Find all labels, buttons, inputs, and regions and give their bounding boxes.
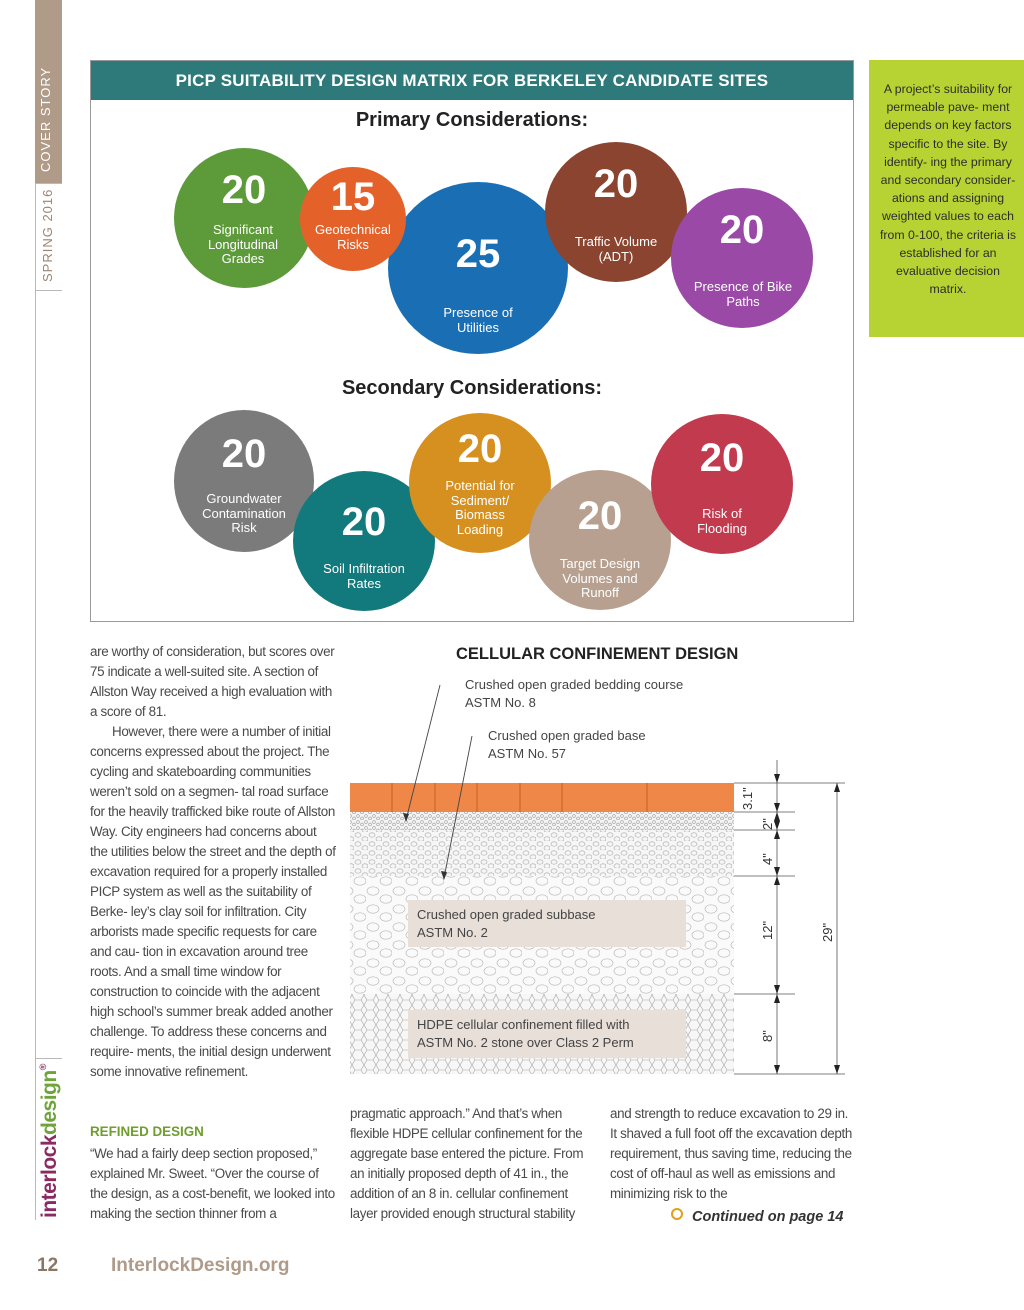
spine-divider — [35, 183, 62, 184]
section-label: COVER STORY — [38, 66, 53, 172]
circle-label: Geotechnical Risks — [315, 222, 391, 252]
website-link[interactable]: InterlockDesign.org — [111, 1255, 290, 1276]
dim-label: 2" — [760, 818, 775, 830]
issue-label: SPRING 2016 — [40, 188, 55, 282]
circle-traffic — [545, 142, 687, 282]
circle-label: Presence of Bike Paths — [693, 279, 793, 309]
dim-label: 8" — [760, 1030, 775, 1042]
circle-grades — [174, 148, 314, 288]
sidebar-text: A project’s suitability for permeable pave- ment depends on key factors specific to the site. By identify- ing the primary and secondary consider- ations and assigning weighted values to each from 0-100, the criteria is established for an evaluative decision matrix. — [880, 82, 1016, 297]
circle-value: 15 — [330, 175, 376, 219]
circle-value: 25 — [455, 232, 501, 276]
circle-value: 20 — [593, 162, 639, 206]
circle-value: 20 — [221, 168, 267, 212]
circle-bike-paths — [671, 188, 813, 328]
circle-geotechnical — [300, 167, 406, 271]
diagram-title: CELLULAR CONFINEMENT DESIGN — [456, 645, 739, 663]
circle-value: 20 — [719, 208, 765, 252]
callout-line: ASTM No. 57 — [488, 746, 567, 761]
subheading: REFINED DESIGN — [90, 1124, 204, 1139]
label-cellular — [408, 1010, 686, 1058]
circle-label: Presence of Utilities — [443, 305, 513, 335]
label-line: Crushed open graded subbase — [417, 907, 596, 922]
circle-label: Traffic Volume (ADT) — [574, 234, 658, 264]
circle-label: Target Design Volumes and Runoff — [559, 556, 641, 600]
callout-line: Crushed open graded base — [488, 728, 646, 743]
page-number: 12 — [37, 1255, 59, 1276]
brand-part-a: interlock — [38, 1134, 61, 1218]
bullet-icon — [671, 1208, 683, 1220]
circle-value: 20 — [577, 494, 623, 538]
brand-part-b: design — [38, 1070, 61, 1135]
article-column-1 — [90, 642, 336, 1082]
label-subbase — [408, 900, 686, 947]
dim-label: 29" — [820, 922, 835, 942]
article-column-1b — [90, 1144, 336, 1224]
continued-link[interactable] — [671, 1208, 843, 1225]
circle-label: Significant Longitudinal Grades — [207, 222, 279, 266]
paragraph: However, there were a number of initial concerns expressed about the project. The cycling and skateboarding communities weren’t sold on a segmen- tal road surface for the heavily trafficked bike route of Allston Way. City engineers had concerns about the utilities below the street and the depth of excavation required for a properly installed PICP system as well as the suitability of Berke- ley’s clay soil for infiltration. City arborists made specific requests for care and cau- tion in excavation around tree roots. And a small time window for construction to coincide with the adjacent high school’s summer break added another challenge. To address these concerns and require- ments, the initial design underwent some innovative refinement. — [90, 724, 336, 1079]
layer-base — [350, 830, 734, 876]
spine-divider — [35, 290, 62, 291]
circle-value: 20 — [341, 500, 387, 544]
primary-title: Primary Considerations: — [355, 109, 589, 131]
continued-text: Continued on page 14 — [692, 1209, 844, 1225]
article-column-3 — [610, 1104, 856, 1204]
brand-logo — [38, 1064, 62, 1218]
circle-value: 20 — [699, 436, 745, 480]
spine-rule — [35, 183, 36, 1220]
circle-label: Groundwater Contamination Risk — [202, 491, 286, 535]
circle-label: Risk of Flooding — [697, 506, 747, 536]
callout-line: ASTM No. 8 — [465, 695, 536, 710]
paragraph: and strength to reduce excavation to 29 in. It shaved a full foot off the excavation depth requirement, thus saving time, reducing the cost of off-haul as well as emissions and minimizing risk to the — [610, 1106, 852, 1201]
layer-pavers — [350, 783, 734, 812]
dim-label: 12" — [760, 920, 775, 940]
dim-label: 4" — [760, 853, 775, 865]
circle-value: 20 — [221, 432, 267, 476]
paragraph: “We had a fairly deep section proposed,” explained Mr. Sweet. “Over the course of the design, as a cost-benefit, we looked into making the section thinner from a — [90, 1146, 335, 1221]
callout-line: Crushed open graded bedding course — [465, 677, 684, 692]
circle-target-design — [529, 470, 671, 610]
brand-mark: ® — [38, 1064, 48, 1071]
spine-divider — [35, 1058, 62, 1059]
paragraph: pragmatic approach.” And that’s when flexible HDPE cellular confinement for the aggregate base entered the picture. From an initially proposed depth of 41 in., the addition of an 8 in. cellular confinement layer provided enough structural stability — [350, 1106, 584, 1221]
circle-label: Soil Infiltration Rates — [323, 561, 405, 591]
article-column-2 — [350, 1104, 596, 1224]
label-line: ASTM No. 2 stone over Class 2 Perm — [417, 1035, 634, 1050]
label-line: HDPE cellular confinement filled with — [417, 1017, 630, 1032]
dim-label: 3.1" — [740, 787, 755, 810]
circle-flooding — [651, 414, 793, 554]
label-line: ASTM No. 2 — [417, 925, 488, 940]
paragraph: are worthy of consideration, but scores over 75 indicate a well-suited site. A section of Allston Way received a high evaluation with a score of 81. — [90, 644, 335, 719]
circle-utilities — [388, 182, 568, 354]
circle-value: 20 — [457, 427, 503, 471]
secondary-title: Secondary Considerations: — [341, 377, 603, 399]
matrix-title: PICP SUITABILITY DESIGN MATRIX FOR BERKELEY CANDIDATE SITES — [91, 61, 853, 100]
circle-label: Potential for Sediment/ Biomass Loading — [445, 478, 515, 537]
